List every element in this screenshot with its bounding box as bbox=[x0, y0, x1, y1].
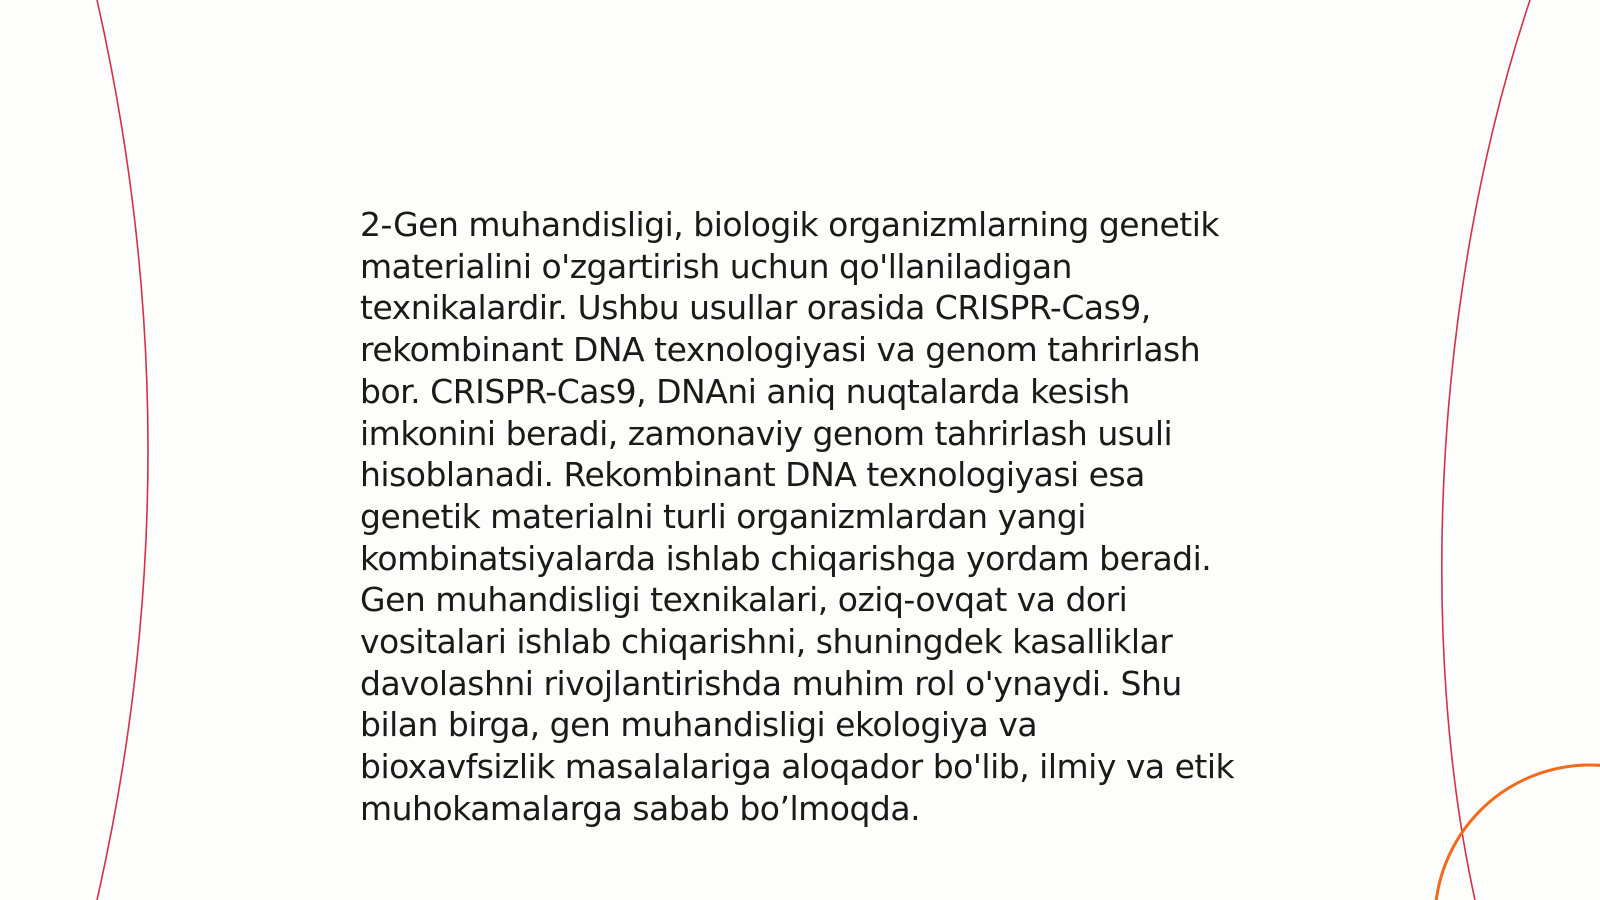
paragraph-line: imkonini beradi, zamonaviy genom tahrirlash usuli bbox=[360, 413, 1173, 453]
paragraph-line: bor. CRISPR-Cas9, DNAni aniq nuqtalarda kesish bbox=[360, 371, 1130, 411]
paragraph-line: rekombinant DNA texnologiyasi va genom tahrirlash bbox=[360, 330, 1201, 370]
paragraph-line: davolashni rivojlantirishda muhim rol o'ynaydi. Shu bbox=[360, 663, 1182, 703]
body-paragraph bbox=[360, 204, 1250, 830]
paragraph-line: texnikalardir. Ushbu usullar orasida CRISPR-Cas9, bbox=[360, 288, 1151, 328]
paragraph-line: genetik materialni turli organizmlardan yangi bbox=[360, 496, 1086, 536]
left-curve-line bbox=[97, 0, 148, 900]
paragraph-line: hisoblanadi. Rekombinant DNA texnologiyasi esa bbox=[360, 455, 1145, 495]
accent-circle-outline bbox=[1435, 765, 1600, 900]
paragraph-line: materialini o'zgartirish uchun qo'llaniladigan bbox=[360, 246, 1072, 286]
paragraph-line: bioxavfsizlik masalalariga aloqador bo'lib, ilmiy va etik bbox=[360, 747, 1235, 787]
paragraph-line: 2-Gen muhandisligi, biologik organizmlarning genetik bbox=[360, 205, 1220, 244]
paragraph-line: kombinatsiyalarda ishlab chiqarishga yordam beradi. bbox=[360, 538, 1212, 578]
paragraph-line: muhokamalarga sabab bo’lmoqda. bbox=[360, 788, 921, 828]
right-curve-line bbox=[1442, 0, 1530, 900]
paragraph-line: Gen muhandisligi texnikalari, oziq-ovqat va dori bbox=[360, 580, 1128, 620]
paragraph-line: vositalari ishlab chiqarishni, shuningdek kasalliklar bbox=[360, 622, 1173, 662]
paragraph-line: bilan birga, gen muhandisligi ekologiya va bbox=[360, 705, 1038, 745]
